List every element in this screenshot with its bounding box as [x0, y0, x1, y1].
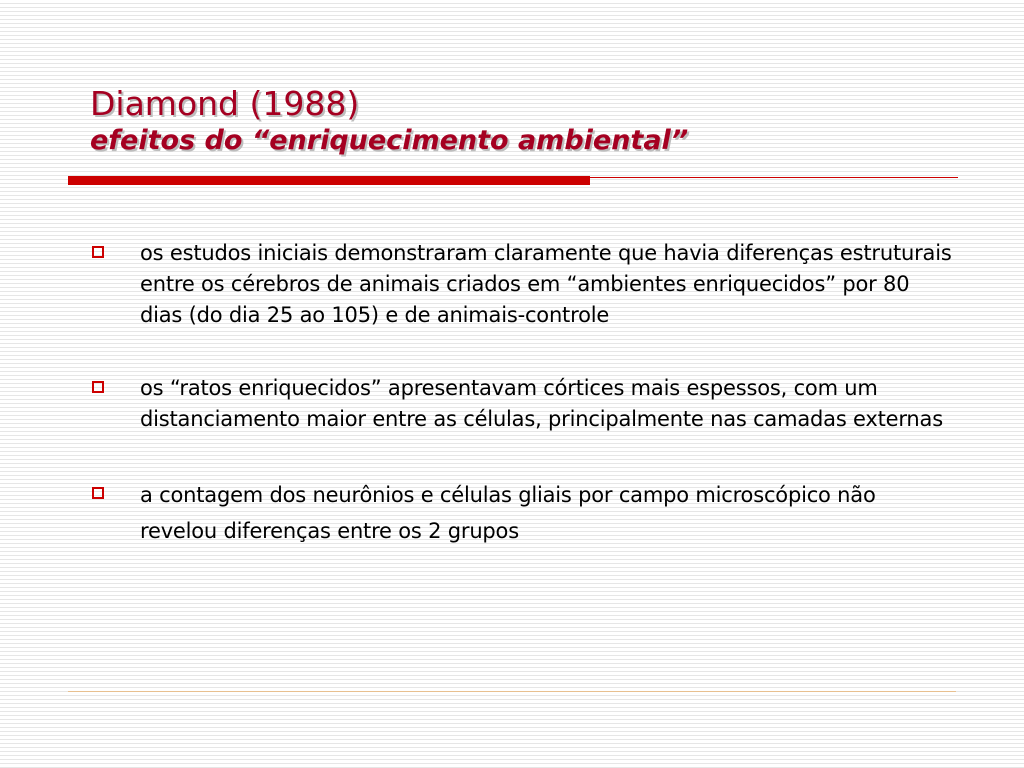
bullet-list [92, 238, 952, 549]
title-main: Diamond (1988) [90, 84, 360, 123]
hollow-square-bullet-icon [92, 381, 104, 393]
bullet-item [92, 477, 952, 549]
hollow-square-bullet-icon [92, 246, 104, 258]
footer-divider [68, 691, 956, 692]
bullet-item [92, 238, 952, 331]
title-underline-thick [68, 176, 590, 185]
bullet-item [92, 373, 952, 435]
slide-title [90, 84, 970, 158]
title-subtitle: efeitos do “enriquecimento ambiental” [90, 125, 689, 156]
bullet-text: os estudos iniciais demonstraram claramente que havia diferenças estruturais entre os cérebros de animais criados em “ambientes enriquecidos” por 80 dias (do dia 25 ao 105) e de animais-controle [140, 241, 952, 327]
hollow-square-bullet-icon [92, 487, 104, 499]
bullet-text: os “ratos enriquecidos” apresentavam córtices mais espessos, com um distanciamento maior entre as células, principalmente nas camadas externas [140, 376, 943, 431]
bullet-text: a contagem dos neurônios e células gliais por campo microscópico não revelou diferenças entre os 2 grupos [140, 483, 876, 543]
title-underline-thin [590, 177, 958, 178]
